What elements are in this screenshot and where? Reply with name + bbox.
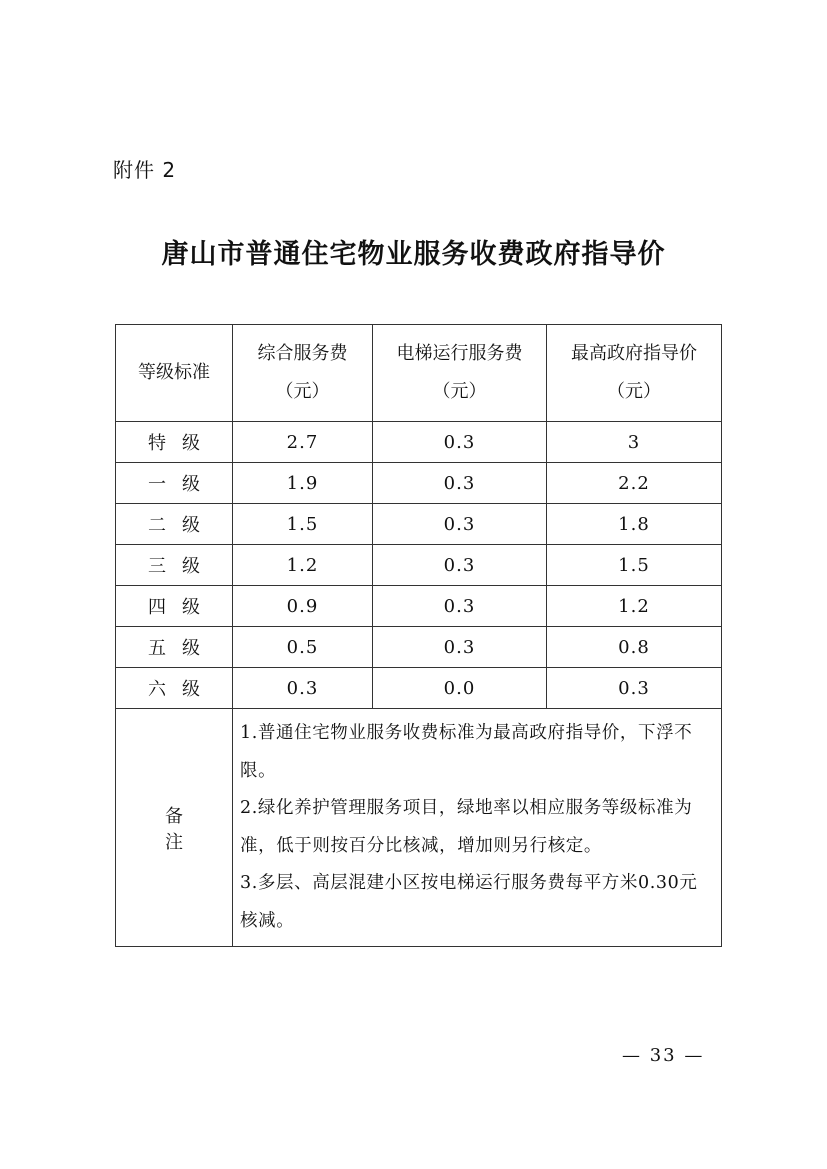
elevator-fee-cell: 0.3 xyxy=(373,463,547,504)
grade-cell: 三级 xyxy=(116,545,233,586)
grade-cell: 六级 xyxy=(116,668,233,709)
max-price-cell: 0.8 xyxy=(547,627,722,668)
comprehensive-fee-cell: 0.3 xyxy=(233,668,373,709)
max-price-cell: 1.2 xyxy=(547,586,722,627)
comprehensive-fee-cell: 0.5 xyxy=(233,627,373,668)
remark-item: 3.多层、高层混建小区按电梯运行服务费每平方米0.30元核减。 xyxy=(240,873,698,931)
max-price-cell: 0.3 xyxy=(547,668,722,709)
comprehensive-fee-cell: 1.2 xyxy=(233,545,373,586)
remarks-cell xyxy=(233,709,722,947)
page-number: — 33 — xyxy=(622,1045,705,1066)
elevator-fee-cell: 0.3 xyxy=(373,504,547,545)
comprehensive-fee-cell: 1.5 xyxy=(233,504,373,545)
table-row xyxy=(116,586,722,627)
grade-cell: 二级 xyxy=(116,504,233,545)
comprehensive-fee-cell: 1.9 xyxy=(233,463,373,504)
header-elevator-fee-label: 电梯运行服务费 xyxy=(396,343,523,364)
grade-cell: 四级 xyxy=(116,586,233,627)
grade-cell: 五级 xyxy=(116,627,233,668)
elevator-fee-cell: 0.3 xyxy=(373,545,547,586)
elevator-fee-cell: 0.3 xyxy=(373,627,547,668)
max-price-cell: 1.8 xyxy=(547,504,722,545)
header-comprehensive-fee-unit: （元） xyxy=(275,381,330,402)
header-elevator-fee-unit: （元） xyxy=(432,381,487,402)
table-row xyxy=(116,422,722,463)
header-elevator-fee xyxy=(373,325,547,422)
grade-cell: 一级 xyxy=(116,463,233,504)
max-price-cell: 2.2 xyxy=(547,463,722,504)
comprehensive-fee-cell: 0.9 xyxy=(233,586,373,627)
header-comprehensive-fee-label: 综合服务费 xyxy=(257,343,348,364)
grade-cell: 特级 xyxy=(116,422,233,463)
header-grade xyxy=(116,325,233,422)
remarks-row xyxy=(116,709,722,947)
remarks-label: 备注 xyxy=(116,709,233,947)
table-row xyxy=(116,668,722,709)
header-grade-label: 等级标准 xyxy=(138,362,210,383)
table-row xyxy=(116,463,722,504)
elevator-fee-cell: 0.3 xyxy=(373,422,547,463)
attachment-label: 附件 2 xyxy=(113,158,177,182)
remark-item: 2.绿化养护管理服务项目，绿地率以相应服务等级标准为准，低于则按百分比核减，增加则另行核定。 xyxy=(240,798,693,856)
max-price-cell: 3 xyxy=(547,422,722,463)
elevator-fee-cell: 0.3 xyxy=(373,586,547,627)
header-comprehensive-fee xyxy=(233,325,373,422)
header-max-price-label: 最高政府指导价 xyxy=(571,343,697,364)
header-row xyxy=(116,325,722,422)
header-max-price xyxy=(547,325,722,422)
table-row xyxy=(116,504,722,545)
remark-item: 1.普通住宅物业服务收费标准为最高政府指导价，下浮不限。 xyxy=(240,723,693,781)
comprehensive-fee-cell: 2.7 xyxy=(233,422,373,463)
document-title: 唐山市普通住宅物业服务收费政府指导价 xyxy=(161,239,666,270)
elevator-fee-cell: 0.0 xyxy=(373,668,547,709)
table-row xyxy=(116,545,722,586)
table-row xyxy=(116,627,722,668)
fee-table xyxy=(115,324,722,947)
max-price-cell: 1.5 xyxy=(547,545,722,586)
header-max-price-unit: （元） xyxy=(607,381,661,402)
